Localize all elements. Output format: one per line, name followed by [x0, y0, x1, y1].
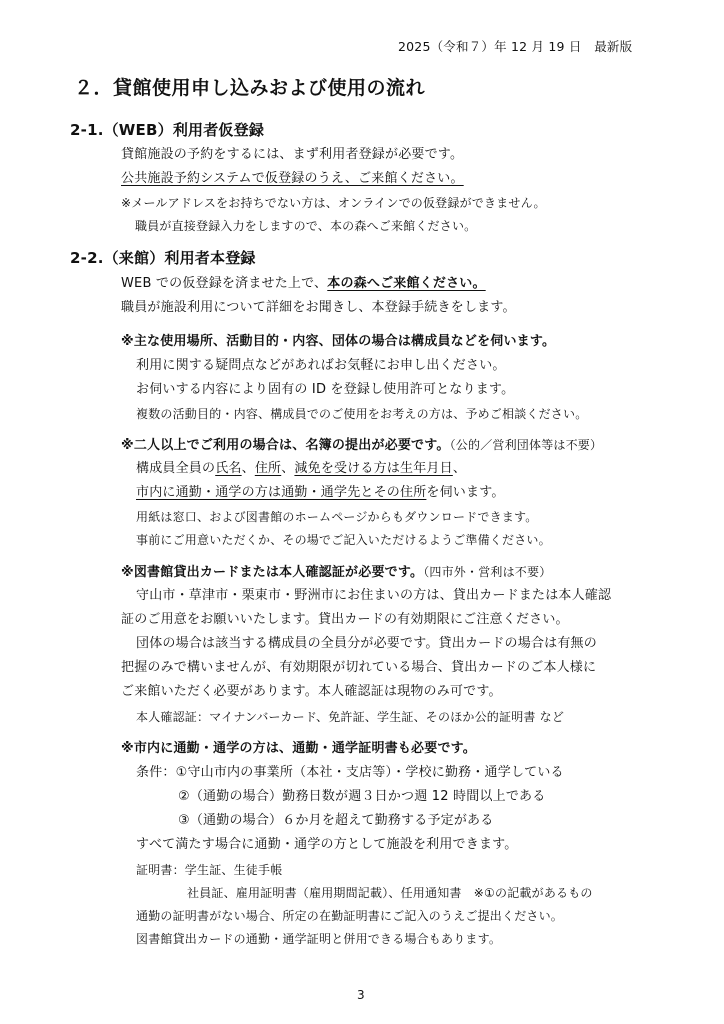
note-2-line-1-e: 、	[281, 461, 295, 476]
note-2-heading-text: ※二人以上でご利用の場合は、名簿の提出が必要です。	[121, 438, 450, 453]
note-2-heading-note: （公的／営利団体等は不要）	[449, 438, 603, 452]
note-2-line-2	[136, 484, 505, 502]
note-3-heading	[121, 563, 551, 582]
note-3-line-5: ご来館いただく必要があります。本人確認証は現物のみ可です。	[121, 684, 502, 699]
certificate-note-1: 通勤の証明書がない場合、所定の在勤証明書にご記入のうえご提出ください。	[136, 909, 564, 923]
note-2-line-1-g: 、	[452, 461, 467, 476]
note-2-line-3: 用紙は窓口、および図書館のホームページからもダウンロードできます。	[136, 510, 538, 524]
note-2-line-2-b: を伺います。	[426, 485, 505, 500]
note-2-line-1-c: 、	[241, 461, 255, 476]
note-1-line-1: 利用に関する疑問点などがあればお気軽にお申し出ください。	[136, 358, 506, 373]
note-2-line-4: 事前にご用意いただくか、その場でご記入いただけるようご準備ください。	[136, 533, 551, 547]
page-number: 3	[357, 988, 365, 1002]
note-3-line-6: 本人確認証：マイナンバーカード、免許証、学生証、そのほか公的証明書 など	[136, 710, 565, 724]
condition-summary: すべて満たす場合に通勤・通学の方として施設を利用できます。	[136, 837, 518, 852]
certificate-note-2: 図書館貸出カードの通勤・通学証明と併用できる場合もあります。	[136, 932, 502, 946]
note-3-line-3: 団体の場合は該当する構成員の全員分が必要です。貸出カードの場合は有無の	[136, 636, 597, 651]
note-3-heading-note: （四市外・営利は不要）	[423, 565, 552, 579]
condition-1: 条件：①守山市内の事業所（本社・支店等）・学校に勤務・通学している	[136, 765, 564, 780]
section-heading-2-1: 2-1.（WEB）利用者仮登録	[70, 121, 265, 139]
note-2-commuter-info: 市内に通勤・通学の方は通勤・通学先とその住所	[136, 485, 427, 500]
s2-line-1	[121, 275, 486, 293]
s1-line-2: 公共施設予約システムで仮登録のうえ、ご来館ください。	[121, 171, 464, 186]
s1-note-1: ※メールアドレスをお持ちでない方は、オンラインでの仮登録ができません。	[121, 196, 546, 210]
certificate-list-2: 社員証、雇用証明書（雇用期間記載）、任用通知書 ※①の記載があるもの	[187, 886, 593, 900]
note-1-heading: ※主な使用場所、活動目的・内容、団体の場合は構成員などを伺います。	[121, 334, 556, 349]
note-2-birthdate: 減免を受ける方は生年月日	[294, 461, 453, 476]
note-2-address: 住所	[254, 461, 282, 476]
s1-line-1: 貸館施設の予約をするには、まず利用者登録が必要です。	[121, 147, 464, 162]
note-2-heading	[121, 436, 602, 455]
note-3-heading-text: ※図書館貸出カードまたは本人確認証が必要です。	[121, 565, 424, 580]
condition-3: ③（通勤の場合）６か月を超えて勤務する予定がある	[178, 813, 494, 828]
s2-line-2: 職員が施設利用について詳細をお聞きし、本登録手続きをします。	[121, 300, 516, 315]
note-1-line-3: 複数の活動目的・内容、構成員でのご使用をお考えの方は、予めご相談ください。	[136, 407, 588, 421]
page-title: ２．貸館使用申し込みおよび使用の流れ	[74, 77, 426, 99]
note-2-name: 氏名	[215, 461, 242, 476]
certificate-list-1: 証明書：学生証、生徒手帳	[136, 863, 283, 877]
note-1-line-2: お伺いする内容により固有の ID を登録し使用許可となります。	[136, 382, 515, 397]
s2-line-1-text: WEB での仮登録を済ませた上で、	[121, 276, 328, 291]
note-3-line-2: 証のご用意をお願いいたします。貸出カードの有効期限にご注意ください。	[121, 612, 569, 627]
note-2-line-1-a: 構成員全員の	[136, 461, 216, 476]
note-2-line-1	[136, 460, 466, 478]
note-4-heading: ※市内に通勤・通学の方は、通勤・通学証明書も必要です。	[121, 741, 476, 756]
section-heading-2-2: 2-2.（来館）利用者本登録	[70, 249, 256, 267]
s1-note-2: 職員が直接登録入力をしますので、本の森へご来館ください。	[135, 219, 477, 233]
s2-line-1-emphasis: 本の森へご来館ください。	[327, 276, 486, 291]
document-date: 2025（令和７）年 12 月 19 日 最新版	[398, 39, 633, 54]
note-3-line-4: 把握のみで構いませんが、有効期限が切れている場合、貸出カードのご本人様に	[121, 660, 597, 675]
condition-2: ②（通勤の場合）勤務日数が週３日かつ週 12 時間以上である	[178, 789, 546, 804]
note-3-line-1: 守山市・草津市・栗東市・野洲市にお住まいの方は、貸出カードまたは本人確認	[136, 588, 612, 603]
